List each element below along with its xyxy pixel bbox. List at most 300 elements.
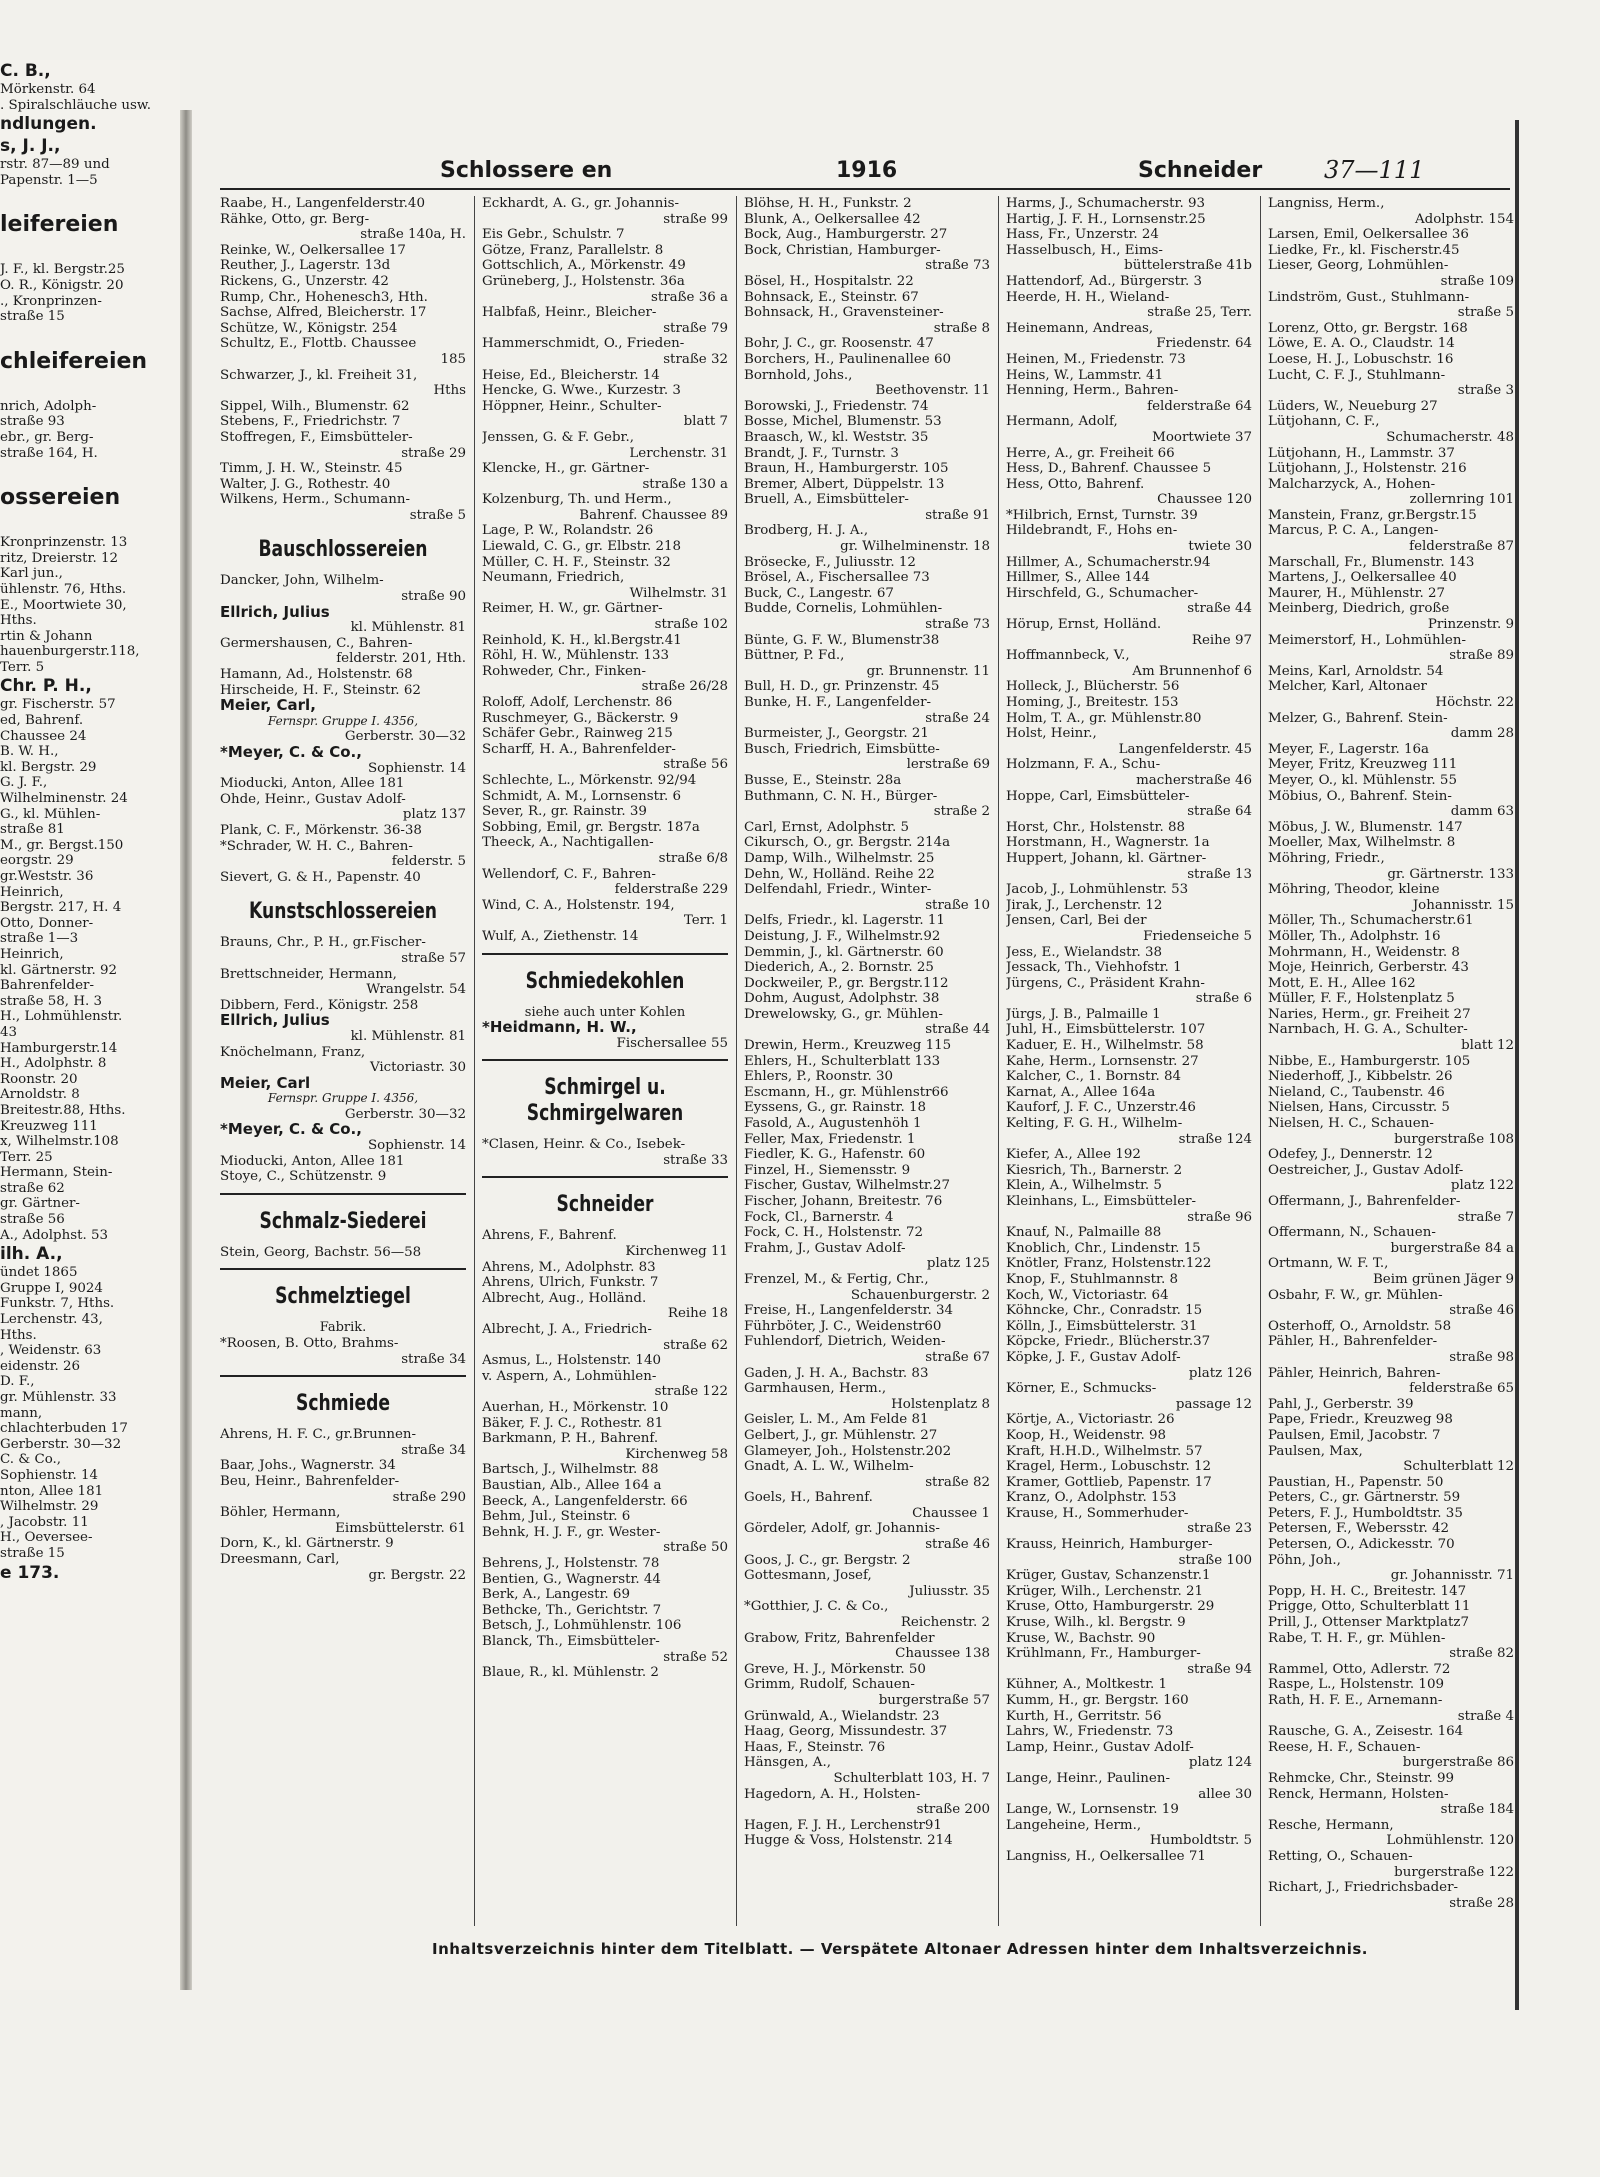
entry-line: Sobbing, Emil, gr. Bergstr. 187a	[482, 819, 700, 835]
fragment-line: Gerberstr. 30—32	[0, 1436, 122, 1452]
entry-line: Auerhan, H., Mörkenstr. 10	[482, 1400, 669, 1415]
entry-line: Bock, Christian, Hamburger-	[744, 242, 941, 258]
entry-line: Dehn, W., Holländ. Reihe 22	[744, 866, 935, 882]
entry-line: Prill, J., Ottenser Marktplatz7	[1268, 1615, 1469, 1631]
entry-continuation: Holstenplatz 8	[891, 1396, 990, 1412]
entry-line: Hirscheide, H. F., Steinstr. 62	[220, 682, 421, 698]
entry-line: Peters, C., gr. Gärtnerstr. 59	[1268, 1490, 1461, 1506]
entry-continuation: straße 34	[401, 1442, 466, 1458]
entry-line: Hillmer, A., Schumacherstr.94	[1006, 554, 1211, 570]
entry-line: Freise, H., Langenfelderstr. 34	[744, 1303, 954, 1319]
entry-continuation: Chaussee 120	[1157, 492, 1252, 508]
entry-line: Bosse, Michel, Blumenstr. 53	[744, 414, 942, 430]
entry-line: Maurer, H., Mühlenstr. 27	[1268, 585, 1446, 601]
entry-continuation: gr. Brunnenstr. 11	[866, 663, 990, 679]
section-heading: Schneider	[556, 1192, 654, 1218]
entry-line: Wellendorf, C. F., Bahren-	[482, 866, 656, 882]
entry-line: Plank, C. F., Mörkenstr. 36-38	[220, 822, 422, 838]
entry-continuation: felderstr. 5	[391, 854, 466, 870]
entry-line: Kruse, Otto, Hamburgerstr. 29	[1006, 1599, 1215, 1615]
entry-continuation: straße 6	[1195, 991, 1252, 1007]
entry-line: Henning, Herm., Bahren-	[1006, 383, 1179, 399]
entry-line: Jenssen, G. & F. Gebr.,	[482, 429, 634, 445]
fragment-line: Chaussee 24	[0, 728, 87, 744]
fragment-line: nton, Allee 181	[0, 1483, 104, 1499]
entry-line: Führböter, J. C., Weidenstr60	[744, 1318, 942, 1334]
fragment-heading: ossereien	[0, 485, 121, 511]
entry-continuation: straße 91	[925, 507, 990, 523]
fragment-line: Hths.	[0, 1327, 37, 1343]
entry-line: Melzer, G., Bahrenf. Stein-	[1268, 710, 1448, 726]
page-header	[200, 140, 1510, 184]
entry-continuation: passage 12	[1175, 1396, 1252, 1412]
fragment-line: Otto, Donner-	[0, 915, 94, 931]
entry-line: Kragel, Herm., Lobuschstr. 12	[1006, 1459, 1212, 1475]
entry-line: Theeck, A., Nachtigallen-	[482, 835, 654, 851]
entry-line: Hoffmannbeck, V.,	[1006, 648, 1130, 664]
column-5	[1268, 196, 1514, 1926]
entry-line: Richart, J., Friedrichsbader-	[1268, 1880, 1458, 1896]
entry-line: Hagedorn, A. H., Holsten-	[744, 1786, 921, 1802]
entry-line: Pape, Friedr., Kreuzweg 98	[1268, 1412, 1453, 1428]
entry-continuation: zollernring 101	[1409, 492, 1514, 508]
entry-line: Demmin, J., kl. Gärtnerstr. 60	[744, 944, 944, 960]
entry-continuation: straße 99	[663, 211, 728, 227]
entry-continuation: Juliusstr. 35	[909, 1583, 990, 1599]
entry-line: Kruse, Wilh., kl. Bergstr. 9	[1006, 1615, 1186, 1631]
running-head-left: Schlossere en	[440, 158, 613, 183]
fragment-line: H., Lohmühlenstr.	[0, 1009, 123, 1025]
entry-line: Kalcher, C., 1. Bornstr. 84	[1006, 1069, 1181, 1085]
entry-continuation: Beethovenstr. 11	[875, 383, 990, 399]
fragment-line: Karl jun.,	[0, 566, 63, 582]
entry-line: Hirschfeld, G., Schumacher-	[1006, 585, 1199, 601]
entry-line: Ortmann, W. F. T.,	[1268, 1256, 1389, 1272]
entry-line: Buck, C., Langestr. 67	[744, 585, 894, 601]
entry-line: Timm, J. H. W., Steinstr. 45	[220, 461, 403, 477]
entry-line: Hasselbusch, H., Eims-	[1006, 242, 1163, 258]
entry-continuation: straße 10	[925, 897, 990, 913]
entry-line: Bösel, H., Hospitalstr. 22	[744, 273, 914, 289]
entry-continuation: burgerstraße 57	[878, 1693, 990, 1708]
entry-line: Lütjohann, C. F.,	[1268, 414, 1380, 430]
entry-line: Rump, Chr., Hohenesch3, Hth.	[220, 289, 428, 305]
entry-line: Ahrens, Ulrich, Funkstr. 7	[482, 1275, 659, 1291]
entry-continuation: straße 109	[1440, 273, 1514, 289]
entry-line: Naries, Herm., gr. Freiheit 27	[1268, 1006, 1471, 1022]
entry-continuation: kl. Mühlenstr. 81	[350, 620, 466, 636]
entry-continuation: felderstraße 229	[614, 882, 728, 898]
entry-line: Busch, Friedrich, Eimsbütte-	[744, 741, 940, 757]
entry-line: Marcus, P. C. A., Langen-	[1268, 523, 1439, 539]
entry-line: Grimm, Rudolf, Schauen-	[744, 1677, 915, 1693]
entry-continuation: straße 96	[1187, 1209, 1252, 1225]
fragment-line: B. W. H.,	[0, 744, 59, 760]
entry-line: Glameyer, Joh., Holstenstr.202	[744, 1443, 952, 1459]
entry-continuation: Friedenseiche 5	[1143, 928, 1252, 944]
entry-continuation: Wilhelmstr. 31	[629, 585, 728, 601]
fragment-line: ebr., gr. Berg-	[0, 429, 94, 445]
entry-line: Brandt, J. F., Turnstr. 3	[744, 445, 899, 461]
entry-line: *Roosen, B. Otto, Brahms-	[220, 1336, 399, 1352]
fragment-line: gr.Weststr. 36	[0, 869, 94, 884]
entry-continuation: gr. Johannisstr. 71	[1390, 1568, 1514, 1584]
entry-line: Klencke, H., gr. Gärtner-	[482, 461, 650, 477]
entry-continuation: straße 290	[392, 1489, 466, 1505]
entry-line: Loese, H. J., Lobuschstr. 16	[1268, 351, 1454, 367]
entry-line: Wilkens, Herm., Schumann-	[220, 492, 410, 508]
entry-line: Krüger, Gustav, Schanzenstr.1	[1006, 1568, 1211, 1584]
entry-line: Frenzel, M., & Fertig, Chr.,	[744, 1271, 929, 1287]
entry-line: Mioducki, Anton, Allee 181	[220, 1153, 405, 1169]
entry-line: Kramer, Gottlieb, Papenstr. 17	[1006, 1474, 1212, 1490]
fragment-line: Breitestr.88, Hths.	[0, 1102, 126, 1118]
entry-line: Meyer, Fritz, Kreuzweg 111	[1268, 757, 1458, 773]
entry-line: Büttner, P. Fd.,	[744, 648, 845, 664]
entry-continuation: Friedenstr. 64	[1156, 336, 1252, 352]
entry-continuation: straße 34	[401, 1351, 466, 1367]
entry-line: Resche, Hermann,	[1268, 1817, 1394, 1833]
column-1	[220, 196, 466, 1926]
entry-line: Langeheine, Herm.,	[1006, 1817, 1142, 1833]
entry-continuation: straße 82	[925, 1474, 990, 1490]
entry-line: Lorenz, Otto, gr. Bergstr. 168	[1268, 320, 1468, 336]
entry-continuation: felderstraße 87	[1409, 539, 1514, 555]
entry-line: Ahrens, H. F. C., gr.Brunnen-	[220, 1427, 417, 1443]
entry-line: Möbus, J. W., Blumenstr. 147	[1268, 819, 1463, 835]
entry-continuation: straße 4	[1457, 1708, 1514, 1724]
entry-line: Kruse, W., Bachstr. 90	[1006, 1630, 1156, 1646]
entry-line: Ahrens, F., Bahrenf.	[482, 1228, 617, 1244]
entry-line: Knötler, Franz, Holstenstr.122	[1006, 1256, 1212, 1272]
entry-continuation: straße 26/28	[641, 679, 728, 695]
fragment-line: Lerchenstr. 43,	[0, 1312, 103, 1328]
entry-line: Feller, Max, Friedenstr. 1	[744, 1131, 916, 1147]
entry-line: Peters, F. J., Humboldtstr. 35	[1268, 1505, 1463, 1521]
entry-line: Asmus, L., Holstenstr. 140	[482, 1353, 661, 1369]
entry-line: Beu, Heinr., Bahrenfelder-	[220, 1474, 400, 1489]
entry-line: Ehlers, H., Schulterblatt 133	[744, 1053, 941, 1069]
fragment-line: Wilhelmstr. 29	[0, 1499, 99, 1515]
fragment-heading: e 173.	[0, 1562, 60, 1583]
entry-line: Hamann, Ad., Holstenstr. 68	[220, 667, 413, 683]
entry-line: Fock, C. H., Holstenstr. 72	[744, 1225, 924, 1241]
entry-line: Offermann, N., Schauen-	[1268, 1225, 1436, 1241]
entry-continuation: straße 50	[663, 1540, 728, 1556]
fragment-line: Wilhelminenstr. 24	[0, 791, 128, 807]
entry-line: Jessack, Th., Viehhofstr. 1	[1006, 960, 1182, 976]
entry-line: Köpke, J. F., Gustav Adolf-	[1006, 1349, 1181, 1365]
entry-line: Huppert, Johann, kl. Gärtner-	[1006, 850, 1207, 866]
entry-continuation: straße 79	[663, 320, 728, 336]
entry-continuation: Kirchenweg 11	[625, 1244, 728, 1260]
entry-continuation: straße 57	[401, 950, 466, 966]
fragment-line: Gruppe I, 9024	[0, 1280, 103, 1296]
fragment-line: H., Oeversee-	[0, 1530, 93, 1546]
entry-line: Meinberg, Diedrich, große	[1268, 601, 1450, 617]
entry-line: Gnadt, A. L. W., Wilhelm-	[744, 1459, 914, 1475]
entry-line: *Schrader, W. H. C., Bahren-	[220, 838, 413, 854]
section-rule	[220, 1268, 466, 1270]
entry-line: Möller, Th., Adolphstr. 16	[1268, 928, 1441, 944]
entry-line: Schwarzer, J., kl. Freiheit 31,	[220, 367, 418, 383]
fragment-line: Bergstr. 217, H. 4	[0, 900, 122, 916]
fragment-line: Heinrich,	[0, 946, 64, 962]
entry-line: Langniss, H., Oelkersallee 71	[1006, 1848, 1206, 1864]
entry-line: Höppner, Heinr., Schulter-	[482, 398, 662, 414]
entry-continuation: Chaussee 1	[912, 1505, 990, 1521]
entry-line: Hass, Fr., Unzerstr. 24	[1006, 227, 1159, 243]
entry-line: Osbahr, F. W., gr. Mühlen-	[1268, 1287, 1443, 1303]
running-head-right: Schneider	[1138, 158, 1263, 183]
entry-line: Halbfaß, Heinr., Bleicher-	[482, 305, 657, 321]
entry-continuation: straße 33	[663, 1152, 728, 1168]
entry-continuation: straße 2	[933, 804, 990, 820]
entry-line: Goels, H., Bahrenf.	[744, 1490, 873, 1506]
entry-line: Carl, Ernst, Adolphstr. 5	[744, 819, 909, 835]
entry-line: Blunk, A., Oelkersallee 42	[744, 211, 921, 227]
entry-line: Hermann, Adolf,	[1006, 414, 1118, 430]
entry-line: Berk, A., Langestr. 69	[482, 1587, 630, 1603]
entry-line: Bünte, G. F. W., Blumenstr38	[744, 632, 940, 648]
entry-line: Busse, E., Steinstr. 28a	[744, 772, 902, 788]
fragment-line: E., Moortwiete 30,	[0, 597, 127, 613]
entry-line: Löwe, E. A. O., Claudstr. 14	[1268, 336, 1455, 352]
entry-line: Lindström, Gust., Stuhlmann-	[1268, 289, 1470, 305]
entry-line: Kleinhans, L., Eimsbütteler-	[1006, 1194, 1197, 1209]
entry-line: Köpcke, Friedr., Blücherstr.37	[1006, 1334, 1211, 1350]
entry-continuation: straße 29	[401, 445, 466, 461]
entry-line: Köhncke, Chr., Conradstr. 15	[1006, 1303, 1203, 1319]
entry-continuation: Sophienstr. 14	[368, 1138, 466, 1154]
bold-entry: *Meyer, C. & Co.,	[220, 743, 362, 761]
entry-line: Müller, C. H. F., Steinstr. 32	[482, 554, 671, 570]
entry-line: Gottesmann, Josef,	[744, 1568, 872, 1584]
entry-line: Möller, Th., Schumacherstr.61	[1268, 913, 1474, 929]
entry-line: Jacob, J., Lohmühlenstr. 53	[1006, 882, 1189, 898]
entry-line: Marschall, Fr., Blumenstr. 143	[1268, 554, 1475, 570]
fragment-line: Kreuzweg 111	[0, 1118, 98, 1134]
entry-continuation: platz 125	[926, 1256, 990, 1272]
entry-line: Ehlers, P., Roonstr. 30	[744, 1069, 894, 1085]
entry-line: Moeller, Max, Wilhelmstr. 8	[1268, 835, 1456, 851]
entry-line: Lütjohann, H., Lammstr. 37	[1268, 445, 1455, 461]
column-divider	[998, 196, 999, 1926]
entry-line: Lage, P. W., Rolandstr. 26	[482, 523, 654, 539]
entry-line: Knop, F., Stuhlmannstr. 8	[1006, 1271, 1178, 1287]
entry-line: Renck, Hermann, Holsten-	[1268, 1786, 1449, 1802]
bold-entry: *Heidmann, H. W.,	[482, 1018, 637, 1037]
section-rule	[482, 953, 728, 955]
entry-line: Hess, D., Bahrenf. Chaussee 5	[1006, 461, 1212, 477]
entry-line: Müller, F. F., Holstenplatz 5	[1268, 991, 1455, 1007]
entry-line: Lahrs, W., Friedenstr. 73	[1006, 1724, 1174, 1740]
entry-line: Paulsen, Emil, Jacobstr. 7	[1268, 1427, 1441, 1443]
entry-continuation: straße 8	[933, 320, 990, 336]
entry-line: Juhl, H., Eimsbüttelerstr. 107	[1006, 1022, 1206, 1038]
entry-continuation: straße 28	[1449, 1895, 1514, 1911]
entry-line: Hess, Otto, Bahrenf.	[1006, 476, 1145, 492]
entry-line: Melcher, Karl, Altonaer	[1268, 679, 1427, 695]
entry-line: Budde, Cornelis, Lohmühlen-	[744, 601, 943, 617]
entry-line: Hencke, G. Wwe., Kurzestr. 3	[482, 383, 681, 399]
entry-line: Dreesmann, Carl,	[220, 1551, 340, 1567]
entry-continuation: Reihe 97	[1191, 632, 1252, 648]
entry-continuation: straße 44	[1187, 601, 1252, 617]
fragment-line: straße 58, H. 3	[0, 993, 103, 1009]
entry-line: Hattendorf, Ad., Bürgerstr. 3	[1006, 273, 1202, 289]
bold-entry: Meier, Carl	[220, 1073, 311, 1092]
fragment-line: Hamburgerstr.14	[0, 1040, 118, 1056]
page-edge-rule	[1515, 120, 1519, 2010]
entry-line: Knauf, N., Palmaille 88	[1006, 1225, 1162, 1241]
fragment-line: kl. Bergstr. 29	[0, 759, 97, 775]
entry-line: Petersen, O., Adickesstr. 70	[1268, 1537, 1455, 1553]
fragment-line: straße 62	[0, 1180, 65, 1196]
entry-line: Stebens, F., Friedrichstr. 7	[220, 414, 401, 430]
entry-line: Kurth, H., Gerritstr. 56	[1006, 1708, 1162, 1724]
entry-line: v. Aspern, A., Lohmühlen-	[482, 1368, 657, 1384]
entry-line: Holzmann, F. A., Schu-	[1006, 757, 1161, 773]
entry-line: Meimerstorf, H., Lohmühlen-	[1268, 632, 1466, 648]
entry-continuation: blatt 12	[1461, 1038, 1514, 1054]
fragment-heading: Chr. P. H.,	[0, 676, 92, 697]
column-2	[482, 196, 728, 1926]
fragment-line: Heinrich,	[0, 884, 64, 900]
entry-line: Gottschlich, A., Mörkenstr. 49	[482, 258, 686, 274]
entry-continuation: platz 126	[1188, 1365, 1252, 1381]
entry-line: Behnk, H. J. F., gr. Wester-	[482, 1524, 661, 1540]
bold-entry: Meier, Carl,	[220, 696, 316, 715]
fragment-line: straße 81	[0, 822, 65, 838]
entry-line: Kolzenburg, Th. und Herm.,	[482, 492, 672, 508]
directory-page	[200, 140, 1514, 2000]
entry-continuation: Prinzenstr. 9	[1427, 617, 1514, 633]
entry-line: Heins, W., Lammstr. 41	[1006, 367, 1164, 383]
entry-line: Grünwald, A., Wielandstr. 23	[744, 1708, 940, 1724]
entry-line: Larsen, Emil, Oelkersallee 36	[1268, 227, 1469, 243]
entry-continuation: Langenfelderstr. 45	[1118, 741, 1252, 757]
column-4	[1006, 196, 1252, 1926]
section-subheading: Fabrik.	[319, 1320, 367, 1336]
fragment-heading: chleifereien	[0, 348, 148, 374]
entry-line: Haas, F., Steinstr. 76	[744, 1739, 886, 1755]
entry-line: Hartig, J. F. H., Lornsenstr.25	[1006, 211, 1206, 227]
entry-continuation: gr. Wilhelminenstr. 18	[840, 539, 990, 555]
entry-line: Petersen, F., Webersstr. 42	[1268, 1521, 1450, 1537]
entry-line: Bruell, A., Eimsbütteler-	[744, 492, 909, 508]
entry-line: Lütjohann, J., Holstenstr. 216	[1268, 461, 1467, 477]
entry-line: Brauns, Chr., P. H., gr.Fischer-	[220, 935, 426, 951]
fragment-line: J. F., kl. Bergstr.25	[0, 262, 125, 278]
entry-continuation: straße 23	[1187, 1521, 1252, 1537]
fragment-line: Terr. 25	[0, 1149, 53, 1165]
entry-continuation: Eimsbüttelerstr. 61	[335, 1520, 466, 1536]
entry-line: Sever, R., gr. Rainstr. 39	[482, 804, 647, 820]
entry-continuation: platz 124	[1188, 1755, 1252, 1771]
entry-line: Kraft, H.H.D., Wilhelmstr. 57	[1006, 1443, 1203, 1459]
entry-line: Möbius, O., Bahrenf. Stein-	[1268, 788, 1452, 804]
phone-note: Fernspr. Gruppe I. 4356,	[267, 1091, 419, 1106]
page-number: 37—111	[1324, 156, 1425, 184]
entry-line: Koop, H., Weidenstr. 98	[1006, 1427, 1167, 1443]
entry-continuation: straße 64	[1187, 804, 1252, 820]
entry-continuation: kl. Mühlenstr. 81	[350, 1028, 466, 1044]
entry-continuation: büttelerstraße 41b	[1124, 258, 1252, 274]
entry-line: Gördeler, Adolf, gr. Johannis-	[744, 1521, 940, 1537]
entry-line: Germershausen, C., Bahren-	[220, 635, 413, 651]
fragment-line: ., Kronprinzen-	[0, 293, 102, 309]
entry-line: Kranz, O., Adolphstr. 153	[1006, 1490, 1177, 1506]
fragment-line: gr. Gärtner-	[0, 1196, 80, 1212]
entry-line: Jirak, J., Lerchenstr. 12	[1006, 897, 1163, 913]
entry-line: Jürgs, J. B., Palmaille 1	[1006, 1006, 1161, 1022]
entry-line: Ahrens, M., Adolphstr. 83	[482, 1259, 656, 1275]
entry-line: Hugge & Voss, Holstenstr. 214	[744, 1833, 953, 1849]
fragment-line: straße 1—3	[0, 931, 79, 947]
entry-line: Niederhoff, J., Kibbelstr. 26	[1268, 1069, 1453, 1085]
entry-line: Sievert, G. & H., Papenstr. 40	[220, 869, 421, 885]
fragment-line: D. F.,	[0, 1374, 35, 1390]
entry-continuation: straße 24	[925, 710, 990, 726]
entry-line: Körtje, A., Victoriastr. 26	[1006, 1412, 1175, 1428]
entry-line: Reinke, W., Oelkersallee 17	[220, 242, 406, 258]
section-heading: Kunstschlossereien	[248, 899, 438, 925]
entry-line: Kühner, A., Moltkestr. 1	[1006, 1677, 1168, 1693]
entry-continuation: Gerberstr. 30—32	[344, 729, 466, 745]
entry-line: Jensen, Carl, Bei der	[1006, 913, 1147, 929]
entry-line: Liedke, Fr., kl. Fischerstr.45	[1268, 242, 1460, 258]
entry-line: Drewelowsky, G., gr. Mühlen-	[744, 1006, 943, 1022]
entry-continuation: Kirchenweg 58	[625, 1446, 728, 1462]
entry-continuation: burgerstraße 122	[1394, 1864, 1514, 1880]
entry-continuation: straße 89	[1449, 648, 1514, 664]
entry-continuation: straße 130 a	[642, 476, 728, 492]
entry-line: Holst, Heinr.,	[1006, 726, 1097, 742]
entry-continuation: straße 3	[1457, 383, 1514, 399]
book-gutter	[180, 110, 192, 1990]
section-heading: Schmalz-Siederei	[259, 1208, 427, 1234]
entry-continuation: Johannisstr. 15	[1412, 897, 1514, 913]
entry-line: Borowski, J., Friedenstr. 74	[744, 398, 929, 414]
entry-line: Reese, H. F., Schauen-	[1268, 1739, 1421, 1755]
entry-continuation: blatt 7	[683, 414, 728, 430]
fragment-line: rstr. 87—89 und	[0, 157, 110, 173]
entry-line: Hildebrandt, F., Hohs en-	[1006, 523, 1178, 539]
entry-continuation: Hths	[433, 383, 466, 399]
entry-line: Dorn, K., kl. Gärtnerstr. 9	[220, 1536, 394, 1552]
bold-entry: Ellrich, Julius	[220, 602, 330, 621]
entry-line: Reuther, J., Lagerstr. 13d	[220, 258, 391, 274]
entry-line: Lamp, Heinr., Gustav Adolf-	[1006, 1739, 1194, 1755]
fragment-line: ündet 1865	[0, 1265, 78, 1281]
entry-continuation: burgerstraße 86	[1402, 1755, 1514, 1771]
entry-line: Lieser, Georg, Lohmühlen-	[1268, 258, 1449, 274]
entry-line: Garmhausen, Herm.,	[744, 1381, 887, 1397]
fragment-heading: ndlungen.	[0, 114, 97, 135]
entry-line: Bäker, F. J. C., Rothestr. 81	[482, 1415, 664, 1431]
entry-line: Paustian, H., Papenstr. 50	[1268, 1474, 1444, 1490]
entry-continuation: straße 62	[663, 1337, 728, 1353]
entry-continuation: 185	[440, 351, 466, 367]
entry-line: Kumm, H., gr. Bergstr. 160	[1006, 1693, 1189, 1708]
section-rule	[482, 1059, 728, 1061]
fragment-line: Bahrenfelder-	[0, 978, 94, 994]
entry-line: Stoye, C., Schützenstr. 9	[220, 1169, 387, 1185]
entry-continuation: Terr. 1	[683, 913, 728, 929]
entry-line: Damp, Wilh., Wilhelmstr. 25	[744, 850, 935, 866]
entry-continuation: straße 25, Terr.	[1147, 305, 1252, 321]
